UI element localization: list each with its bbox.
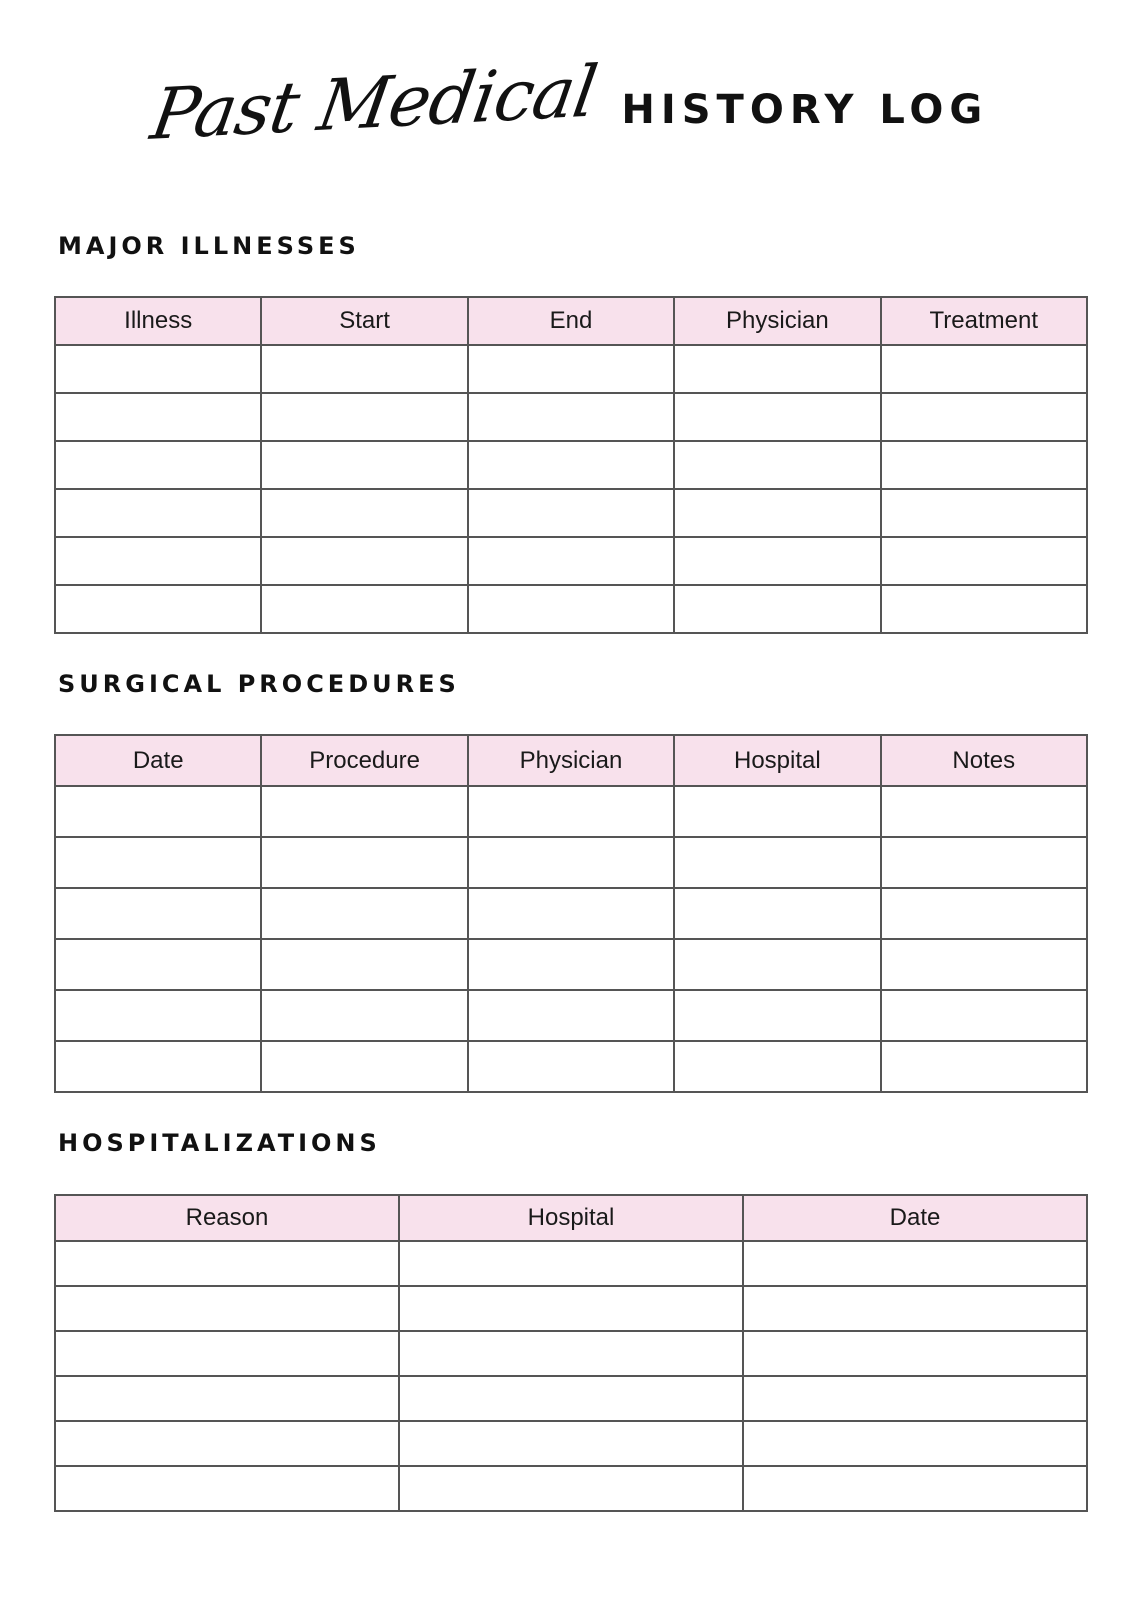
table-cell-hospital[interactable] xyxy=(399,1331,743,1376)
column-header-treatment: Treatment xyxy=(881,297,1087,345)
table-header-row xyxy=(55,297,1087,345)
table-row xyxy=(55,837,1087,888)
section-heading-hospitalizations: HOSPITALIZATIONS xyxy=(58,1129,381,1157)
table-cell-physician[interactable] xyxy=(468,1041,674,1092)
column-header-reason: Reason xyxy=(55,1195,399,1241)
table-cell-physician[interactable] xyxy=(674,489,880,537)
column-header-hospital: Hospital xyxy=(399,1195,743,1241)
table-row xyxy=(55,489,1087,537)
table-cell-treatment[interactable] xyxy=(881,345,1087,393)
column-header-procedure: Procedure xyxy=(261,735,467,786)
table-cell-notes[interactable] xyxy=(881,990,1087,1041)
table-cell-notes[interactable] xyxy=(881,786,1087,837)
table-cell-start[interactable] xyxy=(261,393,467,441)
table-row xyxy=(55,786,1087,837)
table-cell-start[interactable] xyxy=(261,537,467,585)
table-cell-reason[interactable] xyxy=(55,1241,399,1286)
table-cell-date[interactable] xyxy=(55,1041,261,1092)
table-cell-physician[interactable] xyxy=(674,441,880,489)
table-cell-treatment[interactable] xyxy=(881,393,1087,441)
table-cell-notes[interactable] xyxy=(881,837,1087,888)
table-cell-date[interactable] xyxy=(743,1466,1087,1511)
table-cell-procedure[interactable] xyxy=(261,837,467,888)
table-cell-start[interactable] xyxy=(261,345,467,393)
table-cell-start[interactable] xyxy=(261,441,467,489)
table-row xyxy=(55,1466,1087,1511)
table-cell-treatment[interactable] xyxy=(881,441,1087,489)
table-cell-date[interactable] xyxy=(55,888,261,939)
table-cell-hospital[interactable] xyxy=(674,990,880,1041)
table-cell-date[interactable] xyxy=(743,1286,1087,1331)
table-cell-physician[interactable] xyxy=(468,888,674,939)
table-cell-procedure[interactable] xyxy=(261,1041,467,1092)
table-cell-reason[interactable] xyxy=(55,1286,399,1331)
column-header-end: End xyxy=(468,297,674,345)
table-cell-hospital[interactable] xyxy=(674,888,880,939)
table-cell-date[interactable] xyxy=(743,1241,1087,1286)
table-cell-illness[interactable] xyxy=(55,393,261,441)
table-row xyxy=(55,1041,1087,1092)
column-header-start: Start xyxy=(261,297,467,345)
table-cell-date[interactable] xyxy=(743,1376,1087,1421)
section-heading-major-illnesses: MAJOR ILLNESSES xyxy=(58,232,360,260)
table-cell-procedure[interactable] xyxy=(261,786,467,837)
table-row xyxy=(55,1376,1087,1421)
table-cell-reason[interactable] xyxy=(55,1376,399,1421)
table-cell-date[interactable] xyxy=(55,939,261,990)
table-cell-date[interactable] xyxy=(55,786,261,837)
table-cell-notes[interactable] xyxy=(881,939,1087,990)
major-illnesses-table xyxy=(54,296,1088,634)
table-cell-procedure[interactable] xyxy=(261,888,467,939)
table-cell-reason[interactable] xyxy=(55,1421,399,1466)
table-cell-physician[interactable] xyxy=(674,345,880,393)
table-row xyxy=(55,585,1087,633)
table-cell-physician[interactable] xyxy=(468,939,674,990)
table-row xyxy=(55,537,1087,585)
column-header-date: Date xyxy=(743,1195,1087,1241)
table-cell-start[interactable] xyxy=(261,585,467,633)
table-header-row xyxy=(55,1195,1087,1241)
column-header-physician: Physician xyxy=(674,297,880,345)
table-cell-hospital[interactable] xyxy=(399,1421,743,1466)
table-cell-reason[interactable] xyxy=(55,1466,399,1511)
column-header-date: Date xyxy=(55,735,261,786)
table-cell-illness[interactable] xyxy=(55,585,261,633)
table-cell-physician[interactable] xyxy=(674,393,880,441)
surgical-procedures-table xyxy=(54,734,1088,1093)
table-cell-illness[interactable] xyxy=(55,537,261,585)
column-header-hospital: Hospital xyxy=(674,735,880,786)
table-cell-treatment[interactable] xyxy=(881,489,1087,537)
table-cell-end[interactable] xyxy=(468,393,674,441)
hospitalizations-table xyxy=(54,1194,1088,1512)
table-cell-notes[interactable] xyxy=(881,888,1087,939)
table-cell-physician[interactable] xyxy=(674,585,880,633)
table-cell-end[interactable] xyxy=(468,537,674,585)
table-cell-notes[interactable] xyxy=(881,1041,1087,1092)
table-header-row xyxy=(55,735,1087,786)
title-caps: HISTORY LOG xyxy=(621,87,989,133)
page-title xyxy=(0,49,1140,157)
table-cell-illness[interactable] xyxy=(55,345,261,393)
table-cell-date[interactable] xyxy=(55,837,261,888)
table-cell-start[interactable] xyxy=(261,489,467,537)
table-cell-hospital[interactable] xyxy=(674,786,880,837)
table-cell-end[interactable] xyxy=(468,489,674,537)
table-cell-treatment[interactable] xyxy=(881,537,1087,585)
table-cell-end[interactable] xyxy=(468,585,674,633)
table-cell-hospital[interactable] xyxy=(674,939,880,990)
table-cell-procedure[interactable] xyxy=(261,939,467,990)
table-row xyxy=(55,888,1087,939)
table-row xyxy=(55,939,1087,990)
table-cell-date[interactable] xyxy=(743,1421,1087,1466)
table-row xyxy=(55,441,1087,489)
table-cell-date[interactable] xyxy=(743,1331,1087,1376)
table-cell-physician[interactable] xyxy=(468,837,674,888)
table-cell-reason[interactable] xyxy=(55,1331,399,1376)
column-header-physician: Physician xyxy=(468,735,674,786)
table-cell-hospital[interactable] xyxy=(399,1286,743,1331)
table-cell-physician[interactable] xyxy=(468,990,674,1041)
table-row xyxy=(55,1331,1087,1376)
column-header-notes: Notes xyxy=(881,735,1087,786)
table-cell-date[interactable] xyxy=(55,990,261,1041)
table-cell-hospital[interactable] xyxy=(399,1376,743,1421)
table-row xyxy=(55,1241,1087,1286)
table-cell-hospital[interactable] xyxy=(674,1041,880,1092)
table-row xyxy=(55,1421,1087,1466)
table-row xyxy=(55,990,1087,1041)
table-cell-physician[interactable] xyxy=(468,786,674,837)
table-cell-treatment[interactable] xyxy=(881,585,1087,633)
table-row xyxy=(55,393,1087,441)
table-row xyxy=(55,345,1087,393)
table-cell-hospital[interactable] xyxy=(674,837,880,888)
section-heading-surgical-procedures: SURGICAL PROCEDURES xyxy=(58,670,460,698)
table-row xyxy=(55,1286,1087,1331)
title-script: Past Medical xyxy=(145,49,602,157)
table-cell-illness[interactable] xyxy=(55,441,261,489)
table-cell-physician[interactable] xyxy=(674,537,880,585)
table-cell-illness[interactable] xyxy=(55,489,261,537)
table-cell-end[interactable] xyxy=(468,441,674,489)
table-cell-end[interactable] xyxy=(468,345,674,393)
table-cell-hospital[interactable] xyxy=(399,1466,743,1511)
column-header-illness: Illness xyxy=(55,297,261,345)
table-cell-procedure[interactable] xyxy=(261,990,467,1041)
table-cell-hospital[interactable] xyxy=(399,1241,743,1286)
